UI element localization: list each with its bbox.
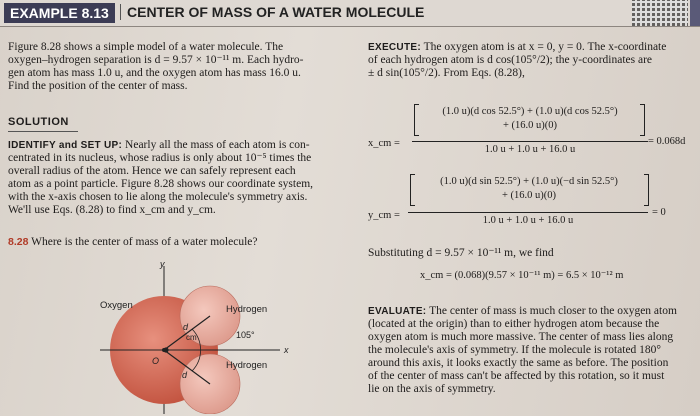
solution-line: atom as a point particle. Figure 8.28 shows our coordinate system, <box>8 178 314 190</box>
solution-line: We'll use Eqs. (8.28) to find x_cm and y_cm. <box>8 204 216 216</box>
distance-label: d <box>183 322 189 332</box>
page-edge-tab <box>690 0 700 26</box>
execute-line: of each hydrogen atom is d cos(105°/2); the y-coordinates are <box>368 54 653 66</box>
x-axis-label: x <box>284 345 289 355</box>
angle-label: 105° <box>236 330 255 340</box>
evaluate-line: around this axis, it looks exactly the same as before. The position <box>368 357 669 369</box>
problem-line: oxygen–hydrogen separation is d = 9.57 × 10⁻¹¹ m. Each hydro- <box>8 54 304 66</box>
final-result: x_cm = (0.068)(9.57 × 10⁻¹¹ m) = 6.5 × 10⁻¹² m <box>420 270 624 281</box>
evaluate-line: EVALUATE: The center of mass is much closer to the oxygen atom <box>368 305 677 317</box>
example-tag: EXAMPLE 8.13 <box>4 3 115 23</box>
xcm-numerator: (1.0 u)(d cos 52.5°) + (1.0 u)(d cos 52.5°) <box>442 106 618 117</box>
water-molecule-figure <box>60 258 300 414</box>
ycm-result: = 0 <box>652 207 666 218</box>
figure-caption: 8.28 Where is the center of mass of a water molecule? <box>8 236 258 248</box>
xcm-label: x_cm = <box>368 138 400 149</box>
evaluate-line: oxygen atom is much more massive. The center of mass lies along <box>368 331 674 343</box>
evaluate-line: lie on the axis of symmetry. <box>368 383 496 395</box>
xcm-numerator-2: + (16.0 u)(0) <box>502 120 558 131</box>
substitution-line: Substituting d = 9.57 × 10⁻¹¹ m, we find <box>368 247 554 259</box>
identify-label: IDENTIFY and SET UP: <box>8 140 123 151</box>
evaluate-line: the molecule's axis of symmetry. If the molecule is rotated 180° <box>368 344 662 356</box>
ycm-numerator-2: + (16.0 u)(0) <box>501 190 557 201</box>
hydrogen-label: Hydrogen <box>226 304 268 315</box>
execute-label: EXECUTE: <box>368 42 421 53</box>
example-title: CENTER OF MASS OF A WATER MOLECULE <box>120 4 424 20</box>
figure-number: 8.28 <box>8 236 29 248</box>
execute-line: EXECUTE: The oxygen atom is at x = 0, y = 0. The x-coordinate <box>368 41 667 53</box>
solution-line: centrated in its nucleus, whose radius is only about 10⁻⁵ times the <box>8 152 312 164</box>
evaluate-line: (located at the origin) than to either hydrogen atom because the <box>368 318 660 330</box>
xcm-result: = 0.068d <box>648 136 686 147</box>
ycm-numerator: (1.0 u)(d sin 52.5°) + (1.0 u)(−d sin 52.5°) <box>440 176 618 187</box>
ycm-label: y_cm = <box>368 210 400 221</box>
origin-label: O <box>152 356 160 366</box>
cm-label: cm <box>186 333 197 342</box>
example-header <box>0 0 700 27</box>
solution-line: IDENTIFY and SET UP: Nearly all the mass of each atom is con- <box>8 139 310 151</box>
problem-line: Figure 8.28 shows a simple model of a water molecule. The <box>8 41 284 53</box>
xcm-denominator: 1.0 u + 1.0 u + 16.0 u <box>484 144 576 155</box>
oxygen-label: Oxygen <box>100 300 133 311</box>
hydrogen-label: Hydrogen <box>226 360 268 371</box>
ycm-denominator: 1.0 u + 1.0 u + 16.0 u <box>482 215 574 226</box>
execute-line: ± d sin(105°/2). From Eqs. (8.28), <box>368 67 525 79</box>
solution-heading: SOLUTION <box>8 116 78 132</box>
problem-line: gen atom has mass 1.0 u, and the oxygen atom has mass 16.0 u. <box>8 67 301 79</box>
solution-line: with the x-axis chosen to lie along the molecule's symmetry axis. <box>8 191 308 203</box>
evaluate-line: of the center of mass can't be affected by this rotation, so it must <box>368 370 665 382</box>
problem-line: Find the position of the center of mass. <box>8 80 188 92</box>
distance-label: d <box>182 370 188 380</box>
evaluate-label: EVALUATE: <box>368 306 427 317</box>
y-axis-label: y <box>160 259 165 269</box>
solution-line: overall radius of the atom. Hence we can safely represent each <box>8 165 296 177</box>
